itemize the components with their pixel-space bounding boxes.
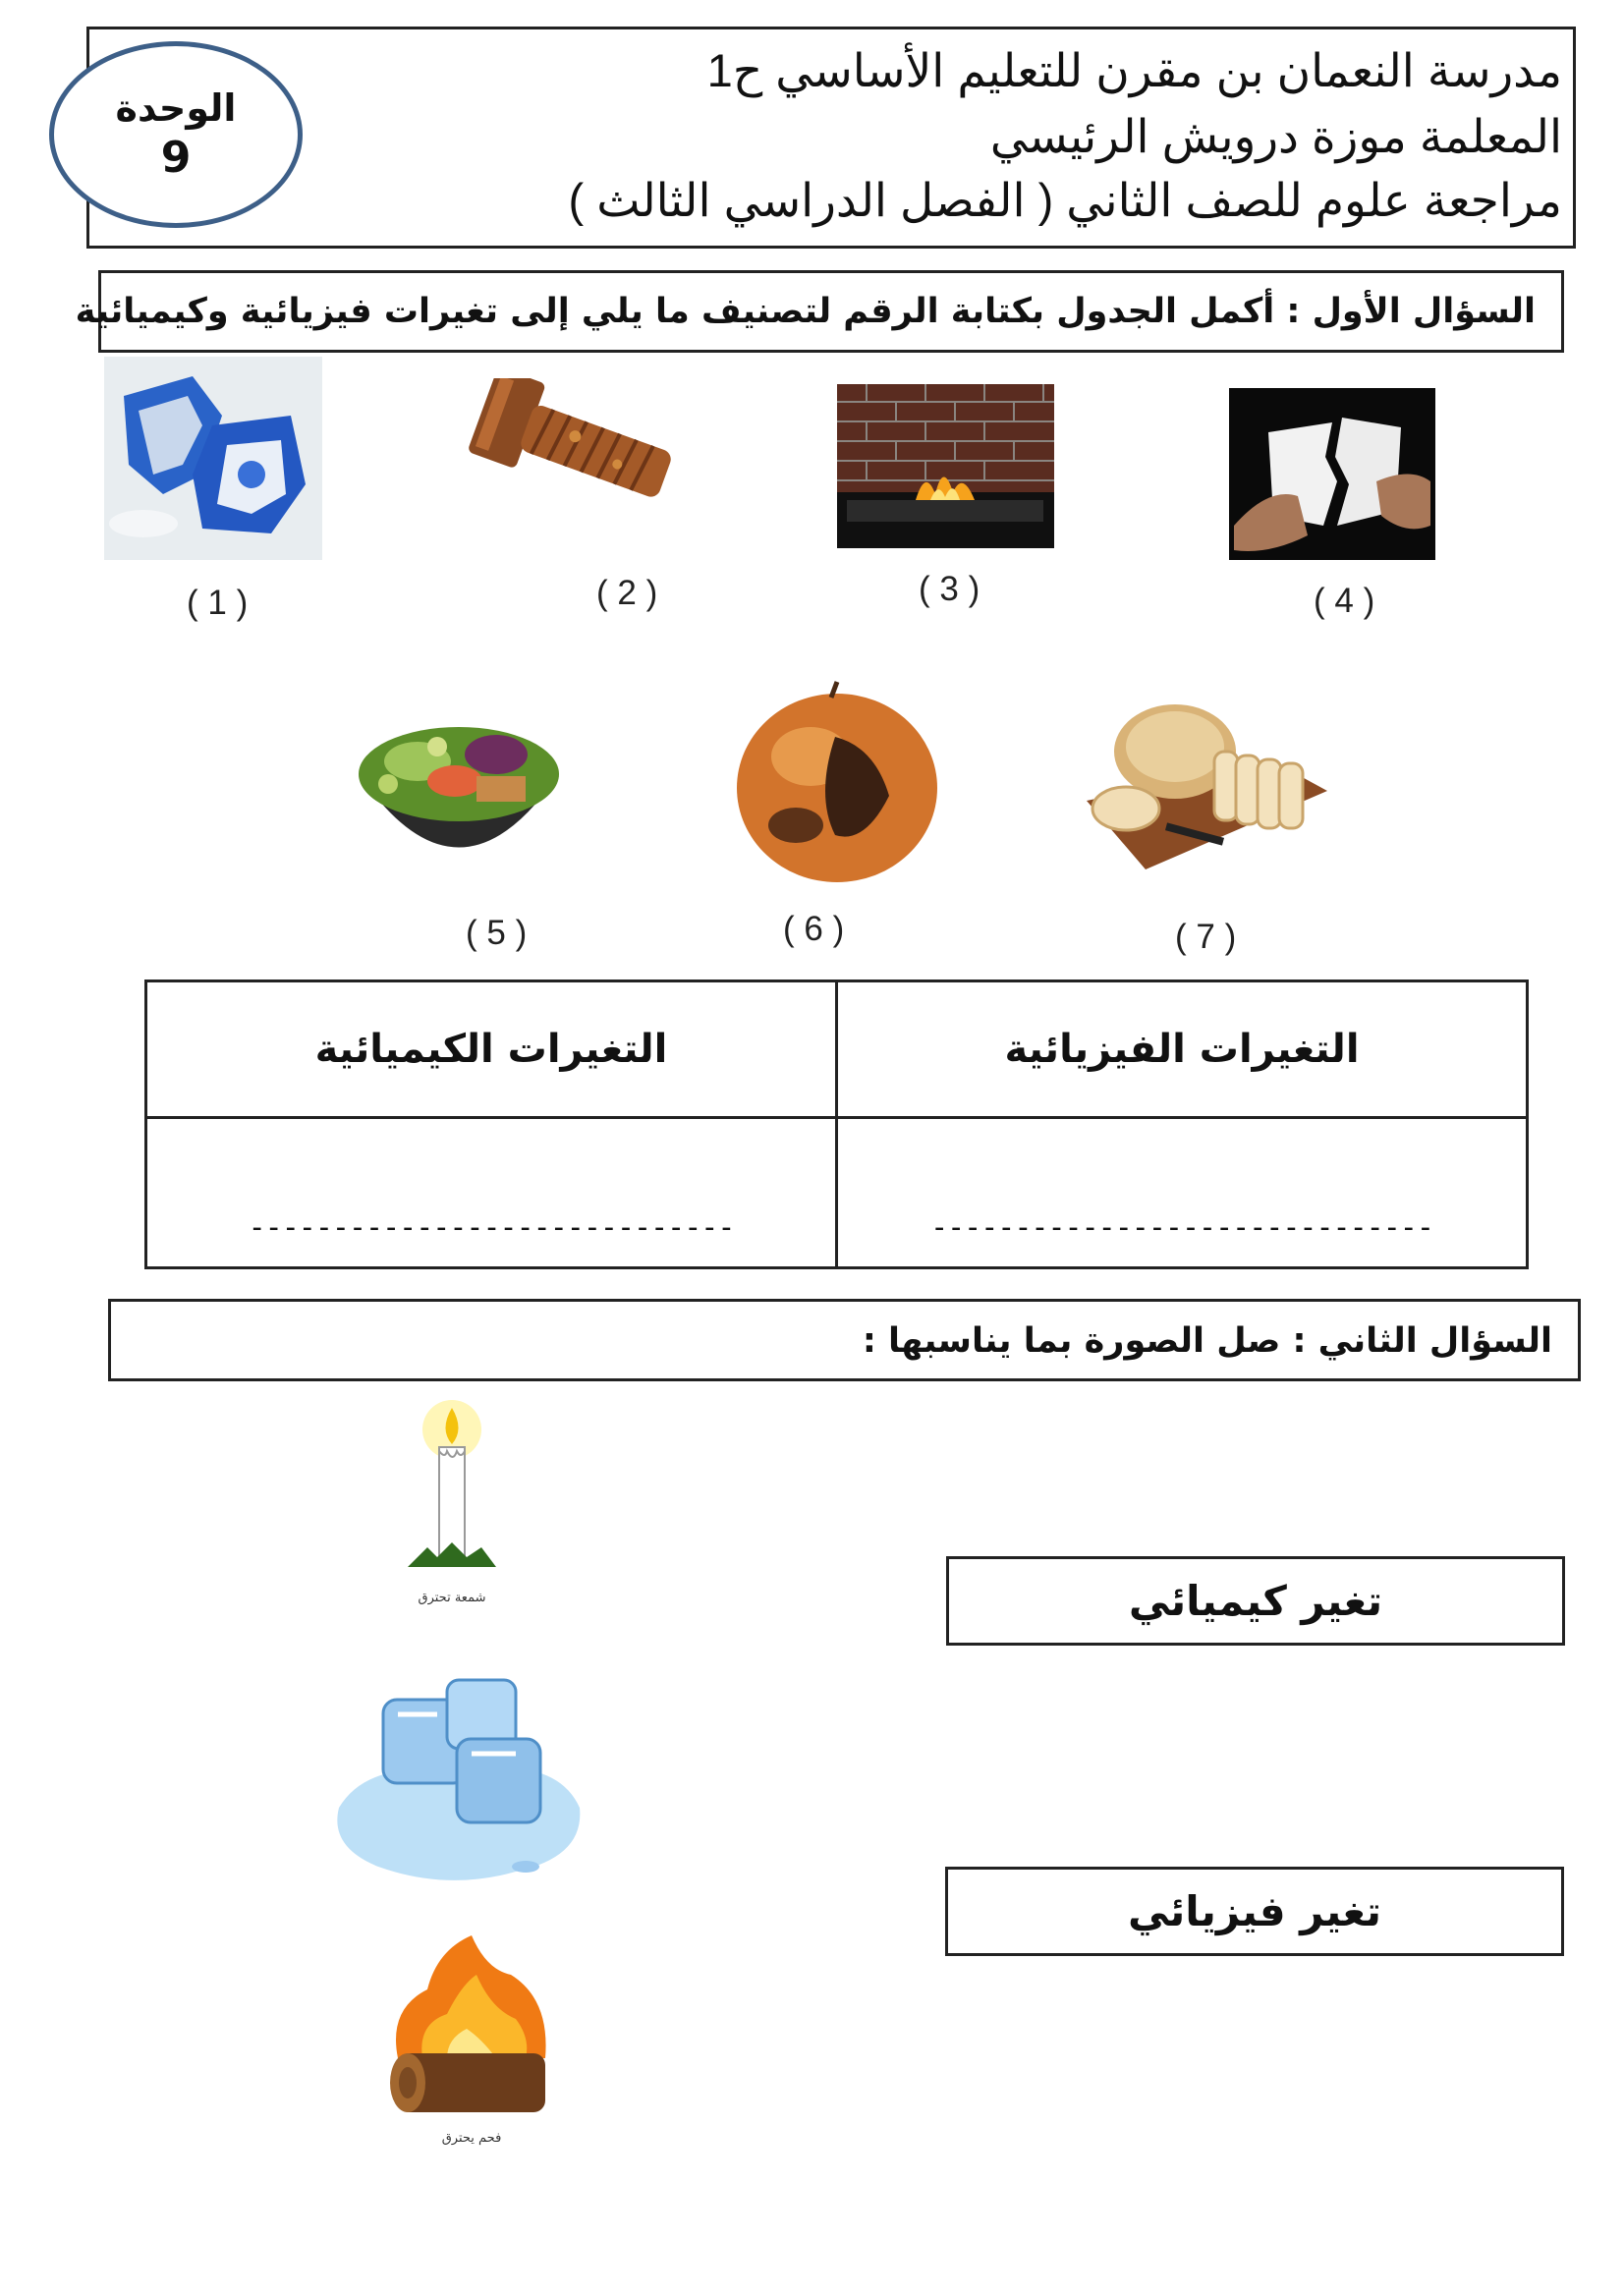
chemical-change-option[interactable]: تغير كيميائي	[946, 1556, 1565, 1646]
chemical-answer-blank[interactable]: -----------------------------	[146, 1118, 837, 1268]
unit-number: 9	[160, 133, 192, 183]
physical-answer-blank[interactable]: ------------------------------	[837, 1118, 1528, 1268]
rotten-apple-icon	[727, 678, 948, 889]
item-caption: ( 5 )	[466, 914, 528, 952]
sliced-bread-icon	[1067, 693, 1337, 879]
unit-badge	[49, 41, 303, 228]
item-caption: ( 1 )	[187, 584, 249, 622]
school-name: مدرسة النعمان بن مقرن للتعليم الأساسي ح1	[706, 44, 1562, 96]
torn-paper-icon	[1229, 388, 1435, 560]
teacher-name: المعلمة موزة درويش الرئيسي	[989, 110, 1562, 162]
question1-title: السؤال الأول : أكمل الجدول بكتابة الرقم لتصنيف ما يلي إلى تغيرات فيزيائية وكيميائية	[98, 270, 1564, 353]
fireplace-fire-icon	[837, 384, 1054, 548]
classification-table	[144, 980, 1529, 1269]
physical-change-option[interactable]: تغير فيزيائي	[945, 1867, 1564, 1956]
candle-caption: شمعة تحترق	[418, 1591, 486, 1605]
item-caption: ( 2 )	[596, 574, 658, 612]
subject-title: مراجعة علوم للصف الثاني ( الفصل الدراسي الثالث )	[568, 174, 1562, 226]
log-caption: فحم يحترق	[441, 2131, 502, 2146]
burning-log-icon	[378, 1931, 565, 2166]
salad-bowl-icon	[349, 688, 569, 884]
item-caption: ( 4 )	[1314, 582, 1375, 620]
item-caption: ( 6 )	[783, 910, 845, 948]
rusty-bolt-icon	[462, 378, 688, 526]
item-caption: ( 3 )	[919, 570, 980, 608]
unit-label: الوحدة	[115, 86, 237, 130]
melting-ice-icon	[329, 1660, 589, 1896]
crushed-can-icon	[104, 357, 322, 560]
question2-title: السؤال الثاني : صل الصورة بما يناسبها :	[108, 1299, 1581, 1381]
chemical-changes-header: التغيرات الكيميائية	[146, 981, 837, 1118]
physical-changes-header: التغيرات الفيزيائية	[837, 981, 1528, 1118]
item-caption: ( 7 )	[1175, 918, 1237, 956]
burning-candle-icon	[398, 1400, 506, 1611]
